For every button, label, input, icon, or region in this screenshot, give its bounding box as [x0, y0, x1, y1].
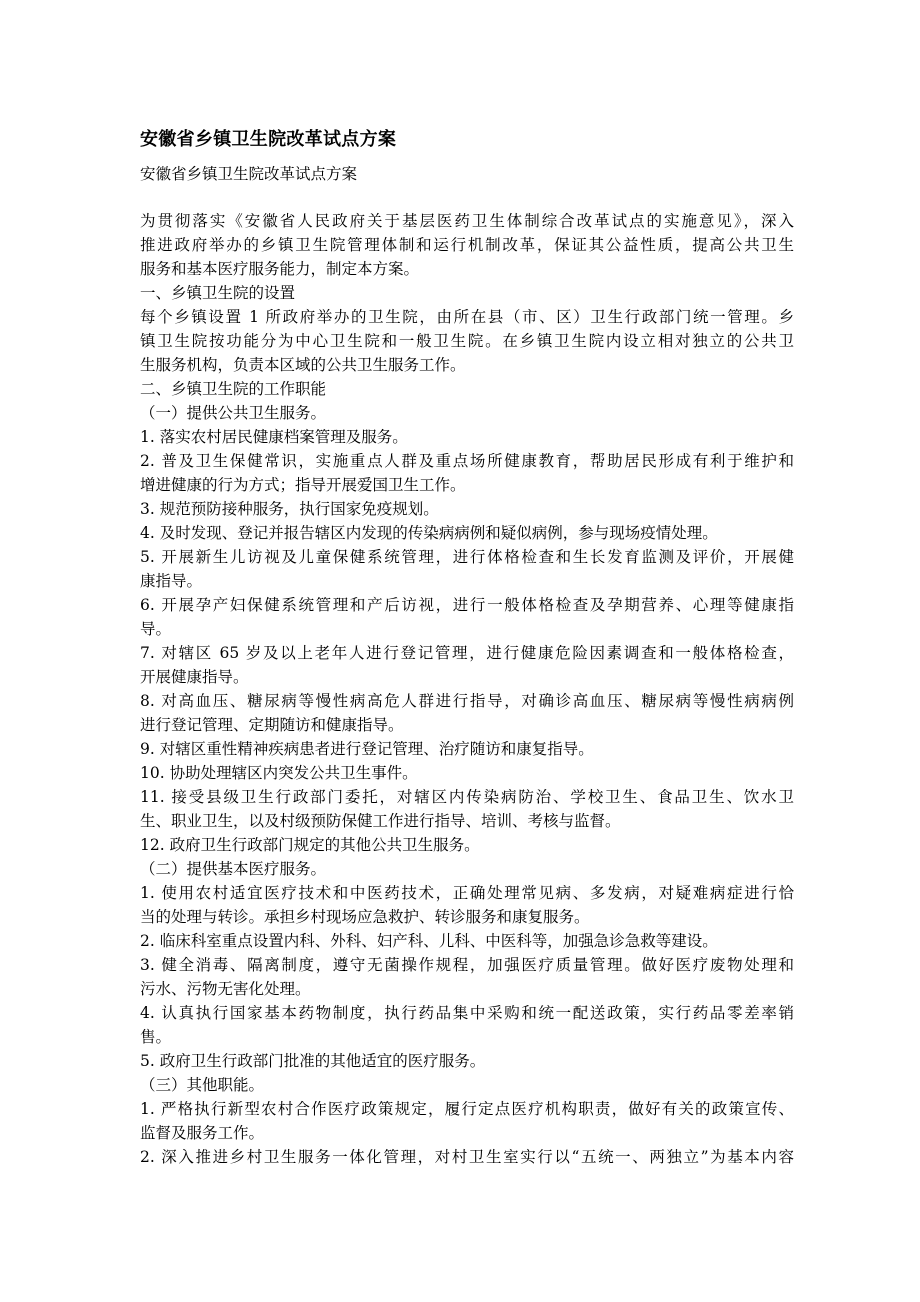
text-line: 9. 对辖区重性精神疾病患者进行登记管理、治疗随访和康复指导。 — [140, 740, 594, 758]
text-line: 11. 接受县级卫生行政部门委托，对辖区内传染病防治、学校卫生、食品卫生、饮水卫 — [140, 788, 794, 806]
text-line: 6. 开展孕产妇保健系统管理和产后访视，进行一般体格检查及孕期营养、心理等健康指 — [140, 596, 794, 614]
text-line: 污水、污物无害化处理。 — [140, 980, 311, 998]
text-line: 售。 — [140, 1028, 172, 1046]
text-line: 康指导。 — [140, 572, 203, 590]
text-line: 3. 健全消毒、隔离制度，遵守无菌操作规程，加强医疗质量管理。做好医疗废物处理和 — [140, 956, 794, 974]
text-line: 为贯彻落实《安徽省人民政府关于基层医药卫生体制综合改革试点的实施意见》，深入 — [140, 212, 794, 230]
text-line: 推进政府举办的乡镇卫生院管理体制和运行机制改革，保证其公益性质，提高公共卫生 — [140, 236, 794, 254]
text-line: 二、乡镇卫生院的工作职能 — [140, 380, 327, 398]
text-line: 生、职业卫生，以及村级预防保健工作进行指导、培训、考核与监督。 — [140, 812, 621, 830]
text-line: 10. 协助处理辖区内突发公共卫生事件。 — [140, 764, 418, 782]
text-line: 当的处理与转诊。承担乡村现场应急救护、转诊服务和康复服务。 — [140, 908, 590, 926]
document-body — [140, 209, 794, 1169]
text-line: 增进健康的行为方式；指导开展爱国卫生工作。 — [140, 476, 466, 494]
text-line: 5. 开展新生儿访视及儿童保健系统管理，进行体格检查和生长发育监测及评价，开展健 — [140, 548, 794, 566]
text-line: 8. 对高血压、糖尿病等慢性病高危人群进行指导，对确诊高血压、糖尿病等慢性病病例 — [140, 692, 794, 710]
text-line: 2. 临床科室重点设置内科、外科、妇产科、儿科、中医科等，加强急诊急救等建设。 — [140, 932, 718, 950]
document-subtitle: 安徽省乡镇卫生院改革试点方案 — [140, 165, 358, 183]
text-line: 1. 严格执行新型农村合作医疗政策规定，履行定点医疗机构职责，做好有关的政策宣传、 — [140, 1100, 794, 1118]
text-line: 导。 — [140, 620, 172, 638]
text-line: 监督及服务工作。 — [140, 1124, 265, 1142]
document-title: 安徽省乡镇卫生院改革试点方案 — [140, 129, 397, 150]
text-line: 7. 对辖区 65 岁及以上老年人进行登记管理，进行健康危险因素调查和一般体格检查， — [140, 644, 794, 662]
text-line: 2. 深入推进乡村卫生服务一体化管理，对村卫生室实行以“五统一、两独立”为基本内容 — [140, 1148, 794, 1166]
text-line: 4. 及时发现、登记并报告辖区内发现的传染病病例和疑似病例，参与现场疫情处理。 — [140, 524, 718, 542]
text-line: （一）提供公共卫生服务。 — [140, 404, 327, 422]
text-line: 1. 落实农村居民健康档案管理及服务。 — [140, 428, 408, 446]
text-line: （三）其他职能。 — [140, 1076, 265, 1094]
text-line: 服务和基本医疗服务能力，制定本方案。 — [140, 260, 420, 278]
text-line: 4. 认真执行国家基本药物制度，执行药品集中采购和统一配送政策，实行药品零差率销 — [140, 1004, 794, 1022]
text-line: 开展健康指导。 — [140, 668, 249, 686]
text-line: 进行登记管理、定期随访和健康指导。 — [140, 716, 404, 734]
text-line: （二）提供基本医疗服务。 — [140, 860, 327, 878]
text-line: 1. 使用农村适宜医疗技术和中医药技术，正确处理常见病、多发病，对疑难病症进行恰 — [140, 884, 794, 902]
text-line: 一、乡镇卫生院的设置 — [140, 284, 296, 302]
text-line: 生服务机构，负责本区域的公共卫生服务工作。 — [140, 356, 466, 374]
text-line: 镇卫生院按功能分为中心卫生院和一般卫生院。在乡镇卫生院内设立相对独立的公共卫 — [140, 332, 794, 350]
text-line: 3. 规范预防接种服务，执行国家免疫规划。 — [140, 500, 439, 518]
text-line: 12. 政府卫生行政部门规定的其他公共卫生服务。 — [140, 836, 480, 854]
text-line: 5. 政府卫生行政部门批准的其他适宜的医疗服务。 — [140, 1052, 486, 1070]
text-line: 2. 普及卫生保健常识，实施重点人群及重点场所健康教育，帮助居民形成有利于维护和 — [140, 452, 794, 470]
text-line: 每个乡镇设置 1 所政府举办的卫生院，由所在县（市、区）卫生行政部门统一管理。乡 — [140, 308, 794, 326]
